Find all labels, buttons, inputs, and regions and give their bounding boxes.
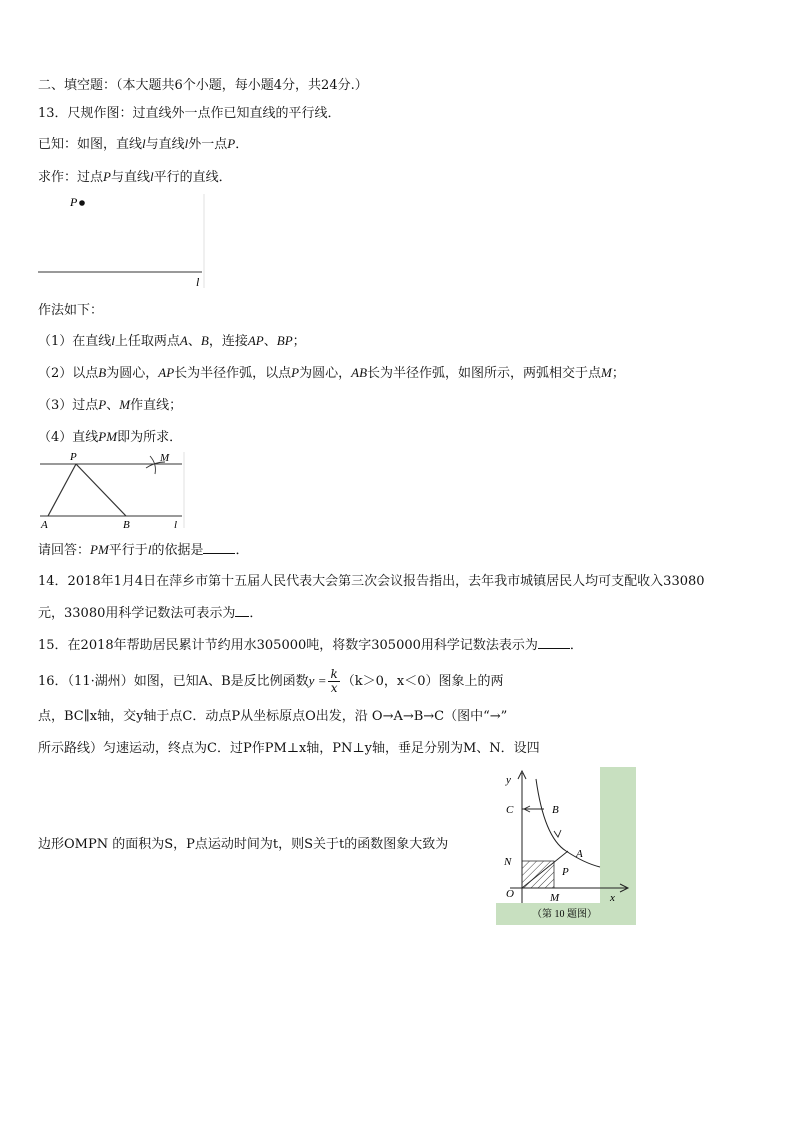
fig2-label-b: B — [123, 519, 130, 531]
fig1-label-p: P — [70, 195, 78, 209]
fig3-label-x: x — [610, 892, 615, 904]
q13-step4: （4）直线PM即为所求． — [38, 429, 183, 445]
section-title: 二、填空题：（本大题共6个小题，每小题4分，共24分.） — [38, 78, 368, 93]
fig2-label-a: A — [41, 519, 48, 531]
q13-figure-given — [36, 192, 208, 292]
q13-question: 请回答：PM平行于l的依据是 ． — [38, 542, 249, 558]
fig3-label-y: y — [506, 774, 511, 786]
fig3-label-a: A — [576, 848, 583, 860]
q13-title: 13．尺规作图：过直线外一点作已知直线的平行线． — [38, 106, 341, 121]
q16-formula-lhs: y = — [308, 673, 327, 688]
q16-line3: 所示路线）匀速运动，终点为C．过P作PM⊥x轴，PN⊥y轴，垂足分别为M、N．设四 — [38, 741, 540, 756]
fig2-segment-bp — [76, 464, 126, 516]
q16-formula-fraction: $\frac{k}{x}$ — [330, 667, 338, 695]
fig2-label-p: P — [70, 451, 77, 463]
q16-line4: 边形OMPN 的面积为S，P点运动时间为t，则S关于t的函数图象大致为 — [38, 837, 449, 852]
fig3-label-b: B — [552, 804, 559, 816]
q16-figure — [496, 767, 636, 925]
q13-step3: （3）过点P、M作直线； — [38, 397, 183, 413]
q15-line: 15．在2018年帮助居民累计节约用水305000吨，将数字305000用科学记数法表示为 ． — [38, 638, 583, 653]
fig1-label-l: l — [196, 275, 200, 289]
q13-figure-construction — [36, 450, 188, 532]
q13-known: 已知：如图，直线l与直线l外一点P． — [38, 136, 249, 152]
fig2-label-l: l — [174, 519, 178, 531]
fig1-point-p — [79, 200, 85, 206]
q14-line1: 14．2018年1月4日在萍乡市第十五届人民代表大会第三次会议报告指出，去年我市城镇居民人均可支配收入33080 — [38, 574, 705, 589]
q14-answer-blank[interactable] — [235, 604, 249, 617]
q13-ask: 求作：过点P与直线l平行的直线． — [38, 169, 232, 185]
fig3-caption: （第 10 题图） — [532, 909, 597, 920]
fig3-label-p: P — [562, 866, 569, 878]
fig2-segment-ap — [48, 464, 76, 516]
fig3-label-c: C — [506, 804, 514, 816]
fig3-label-m: M — [550, 892, 560, 904]
q13-step2: （2）以点B为圆心，AP长为半径作弧，以点P为圆心，AB长为半径作弧，如图所示，两弧相交于点M； — [38, 365, 625, 381]
q14-line2: 元，33080用科学记数法可表示为 ． — [38, 606, 263, 621]
q16-line1: 16．（11·湖州）如图，已知A、B是反比例函数y = $\frac{k}{x}$ （k＞0，x＜0）图象上的两 — [38, 667, 504, 695]
q13-answer-blank[interactable] — [203, 541, 235, 554]
q13-step1: （1）在直线l上任取两点A、B，连接AP、BP； — [38, 333, 306, 349]
fig3-label-o: O — [506, 888, 514, 900]
q13-method-title: 作法如下： — [38, 303, 104, 318]
q15-answer-blank[interactable] — [538, 636, 570, 649]
fig3-label-n: N — [504, 856, 512, 868]
fig2-label-m: M — [160, 452, 170, 464]
q16-line2: 点，BC∥x轴，交y轴于点C．动点P从坐标原点O出发，沿 O→A→B→C（图中“→” — [38, 709, 508, 724]
